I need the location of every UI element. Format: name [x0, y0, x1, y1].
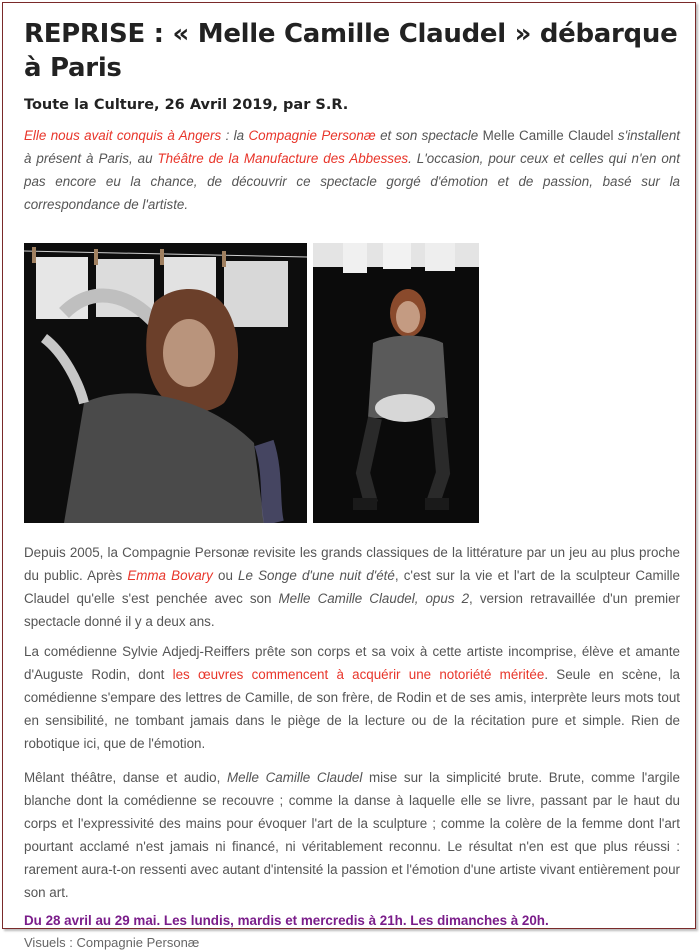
body-paragraph-3 — [24, 766, 680, 904]
intro-text-4: . L'occasion, pour ceux et celles qui n'en ont pas encore eu la chance, de découvrir ce spectacle gorgé d'émotion et de passion, basé sur la correspondance de l'artiste. — [24, 151, 680, 212]
link-theatre[interactable]: Théâtre de la Manufacture des Abbesses — [157, 151, 409, 166]
intro-paragraph — [24, 124, 680, 216]
link-emma-bovary[interactable]: Emma Bovary — [127, 568, 213, 583]
p2-text-1: La comédienne Sylvie Adjedj-Reiffers prête son corps et sa voix à cette artiste incomprise, élève et amante d'Auguste Rodin, dont — [24, 644, 680, 682]
p1-text-2: ou — [212, 568, 239, 583]
p3-text-1: Mêlant théâtre, danse et audio, — [24, 770, 227, 785]
body-paragraph-2 — [24, 640, 680, 755]
link-oeuvres[interactable]: les œuvres commencent à acquérir une notoriété méritée — [172, 667, 545, 682]
link-compagnie-personae[interactable]: Compagnie Personæ — [248, 128, 376, 143]
p2-text-2: . Seule en scène, la comédienne s'empare des lettres de Camille, de son frère, de Rodin et de ses amis, interprète leurs mots tout en sensibilité, ne tombant jamais dans le piège de la lecture ou de la récitation pure et simple. Rien de robotique ici, que de l'émotion. — [24, 667, 680, 751]
p1-italic-2: Melle Camille Claudel, opus 2 — [278, 591, 470, 606]
p1-text-1: Depuis 2005, la Compagnie Personæ revisite les grands classiques de la littérature par un jeu au plus proche du public. Après — [24, 545, 680, 583]
p3-text-2: mise sur la simplicité brute. Brute, comme l'argile blanche dont la comédienne se recouvre ; comme la danse à laquelle elle se livre, passant par le haut du corps et l'expressivité des mains pour évoquer l'art de la sculpture ; comme la colère de la femme dont l'art pourtant acclamé n'est jamais ni financé, ni véritablement reconnu. Le résultat n'en est que plus réussi : rarement aura-t-on ressenti avec autant d'intensité la passion et l'émotion d'une artiste vivant entièrement pour son art. — [24, 770, 680, 900]
photo-credit: Visuels : Compagnie Personæ — [24, 935, 200, 950]
article-title: REPRISE : « Melle Camille Claudel » débarque à Paris — [24, 19, 678, 83]
intro-text-2: et son spectacle — [375, 128, 483, 143]
article-frame — [2, 2, 696, 950]
intro-show-title: Melle Camille Claudel — [482, 128, 614, 143]
p1-text-4: , version retravaillée d'un premier spectacle donné il y a deux ans. — [24, 591, 680, 629]
p1-text-3: , c'est sur la vie et l'art de la sculpteur Camille Claudel qu'elle s'est penchée avec son — [24, 568, 680, 606]
intro-text-3: s'installent à présent à Paris, au — [24, 128, 680, 166]
link-angers[interactable]: Elle nous avait conquis à Angers — [24, 128, 222, 143]
article-content — [24, 17, 680, 950]
photo-seated — [313, 243, 479, 523]
performance-dates: Du 28 avril au 29 mai. Les lundis, mardis et mercredis à 21h. Les dimanches à 20h. — [24, 913, 549, 928]
article-byline: Toute la Culture, 26 Avril 2019, par S.R. — [24, 97, 349, 113]
p3-italic-1: Melle Camille Claudel — [226, 770, 363, 785]
photo-dancer — [24, 243, 307, 523]
intro-text-1: : la — [221, 128, 249, 143]
photo-row — [24, 243, 680, 533]
body-paragraph-1 — [24, 541, 680, 633]
p1-italic-1: Le Songe d'une nuit d'été — [238, 568, 395, 583]
